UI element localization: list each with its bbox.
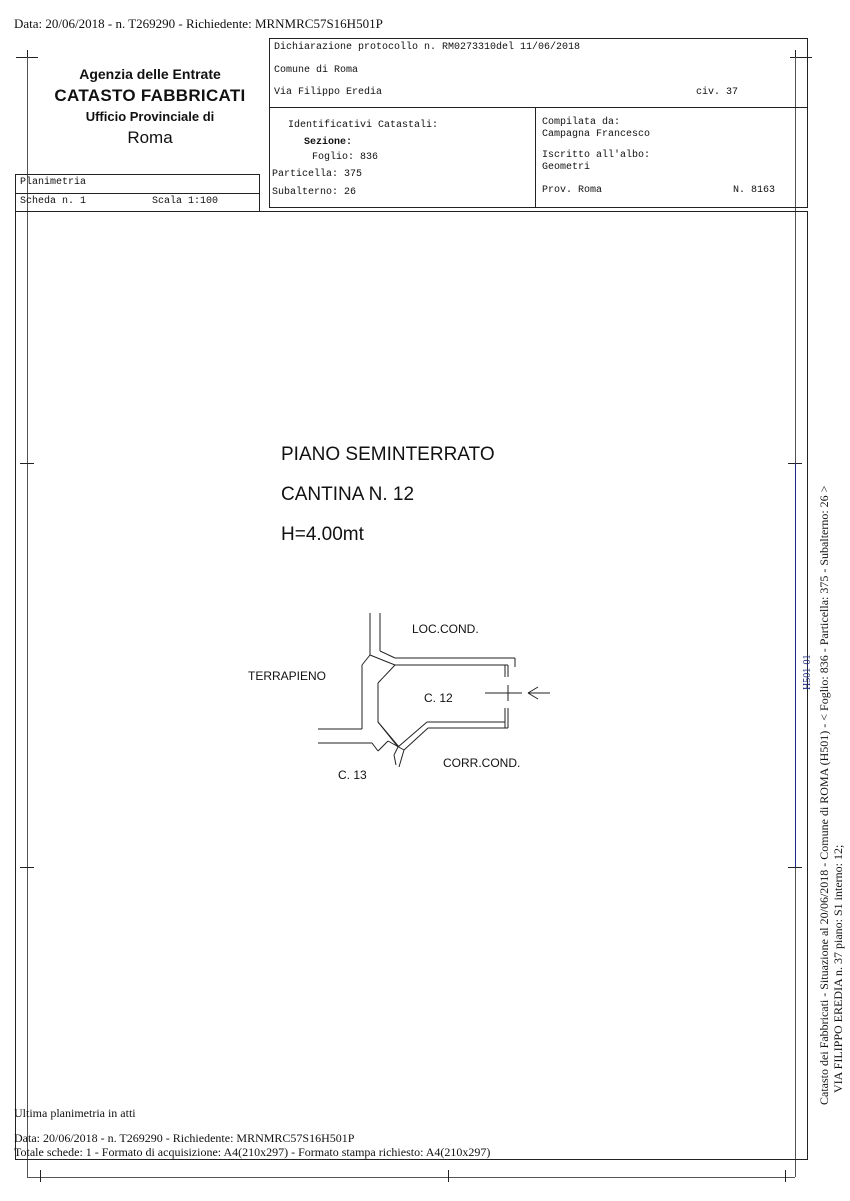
- divider: [270, 38, 807, 39]
- label-terrapieno: TERRAPIENO: [248, 669, 327, 683]
- prov-label: Prov. Roma: [542, 185, 603, 196]
- comune-line: Comune di Roma: [274, 65, 359, 76]
- via-line: Via Filippo Eredia: [274, 87, 383, 98]
- ufficio-city: Roma: [127, 128, 173, 147]
- top-header: Data: 20/06/2018 - n. T269290 - Richiedente: MRNMRC57S16H501P: [14, 16, 383, 31]
- albo-label: Geometri: [542, 162, 591, 173]
- frame-bottom: [27, 1177, 795, 1178]
- plan-title-cantina: CANTINA N. 12: [281, 484, 415, 505]
- planimetria-box: [15, 174, 260, 212]
- compilata-name: Campagna Francesco: [542, 129, 651, 140]
- label-c13: C. 13: [338, 768, 367, 782]
- plan-title-floor: PIANO SEMINTERRATO: [281, 444, 495, 465]
- crop-mark: [448, 1170, 449, 1182]
- compilata-heading: Compilata da:: [542, 117, 621, 128]
- side-text-line2: VIA FILIPPO EREDIA n. 37 piano: S1 interno: 12;: [831, 844, 845, 1093]
- label-loc-cond: LOC.COND.: [412, 622, 479, 636]
- ufficio-label: Ufficio Provinciale di: [85, 109, 215, 124]
- plan-title-height: H=4.00mt: [281, 524, 364, 545]
- catasto-title: CATASTO FABBRICATI: [54, 86, 246, 105]
- label-corr-cond: CORR.COND.: [443, 756, 521, 770]
- divider: [535, 107, 536, 207]
- divider: [270, 107, 807, 108]
- scala-label: Scala 1:100: [152, 196, 219, 207]
- agency-name: Agenzia delle Entrate: [79, 66, 221, 82]
- protocol-line: Dichiarazione protocollo n. RM0273310del 11/06/2018: [274, 42, 581, 53]
- footer-line2: Totale schede: 1 - Formato di acquisizione: A4(210x297) - Formato stampa richiesto: A4(210x297): [14, 1145, 491, 1159]
- planimetria-label: Planimetria: [20, 177, 87, 188]
- divider: [16, 193, 259, 194]
- side-stamp: H501-01: [802, 654, 813, 690]
- numero-label: N. 8163: [733, 185, 776, 196]
- scheda-label: Scheda n. 1: [20, 196, 87, 207]
- sezione-line: Sezione:: [304, 137, 353, 148]
- civ-line: civ. 37: [696, 87, 739, 98]
- crop-mark: [40, 1170, 41, 1182]
- foglio-line: Foglio: 836: [312, 152, 379, 163]
- particella-line: Particella: 375: [272, 169, 363, 180]
- footer-line1: Data: 20/06/2018 - n. T269290 - Richiedente: MRNMRC57S16H501P: [14, 1131, 355, 1145]
- side-text-line1: Catasto dei Fabbricati - Situazione al 20/06/2018 - Comune di ROMA (H501) - < Foglio: 836 - Particella: 375 - Subalterno: 26 >: [817, 485, 831, 1105]
- iscritto-label: Iscritto all'albo:: [542, 150, 651, 161]
- subalterno-line: Subalterno: 26: [272, 187, 357, 198]
- identificativi-heading: Identificativi Catastali:: [288, 120, 439, 131]
- declaration-box: [269, 38, 808, 208]
- blue-marker-line: [795, 463, 796, 867]
- footer-ultima: Ultima planimetria in atti: [14, 1106, 136, 1120]
- crop-mark: [785, 1170, 786, 1182]
- label-c12: C. 12: [424, 691, 453, 705]
